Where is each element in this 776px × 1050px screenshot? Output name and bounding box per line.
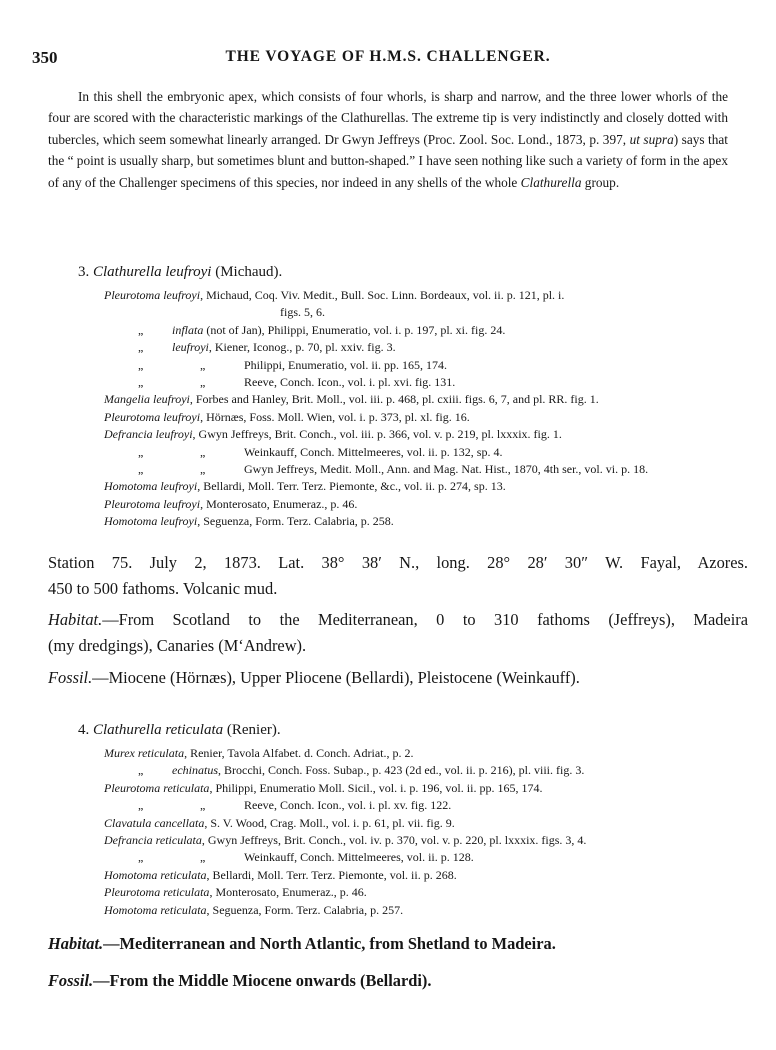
ditto-mark: „: [138, 763, 144, 778]
synonym-entry: [104, 409, 734, 426]
synonym-text: [104, 478, 506, 495]
ditto-mark: „: [200, 374, 206, 389]
synonym-text: [280, 304, 325, 321]
synonym-reference: figs. 5, 6.: [280, 305, 325, 320]
ditto-mark: „: [138, 322, 144, 337]
fossil-text: —From the Middle Miocene onwards (Bellardi).: [93, 971, 432, 990]
synonym-text: [172, 762, 584, 779]
ditto-mark: „: [138, 357, 144, 372]
synonym-reference: Weinkauff, Conch. Mittelmeeres, vol. ii. p. 128.: [244, 850, 474, 865]
synonym-name: Clavatula cancellata: [104, 815, 205, 830]
synonym-name: echinatus: [172, 763, 218, 778]
synonym-name: Pleurotoma leufroyi: [104, 409, 201, 424]
running-header: [0, 48, 776, 70]
synonym-entry: [104, 322, 734, 339]
synonym-name: Pleurotoma reticulata: [104, 780, 210, 795]
synonym-name: Homotoma leufroyi: [104, 479, 198, 494]
intro-italic-ut-supra: ut supra: [629, 131, 674, 147]
synonym-text: [104, 832, 586, 849]
synonym-reference: , Michaud, Coq. Viv. Medit., Bull. Soc. Linn. Bordeaux, vol. ii. p. 121, pl. i.: [200, 288, 565, 302]
fossil-label: Fossil.: [48, 668, 93, 687]
synonym-text: [104, 409, 470, 426]
synonym-entry: [104, 780, 734, 797]
synonym-reference: , Seguenza, Form. Terz. Calabria, p. 257.: [206, 902, 404, 917]
synonym-reference: Philippi, Enumeratio, vol. ii. pp. 165, 174.: [244, 357, 447, 372]
synonym-reference: , Monterosato, Enumeraz., p. 46.: [209, 885, 367, 900]
ditto-mark: „: [138, 461, 144, 476]
synonym-reference: , Philippi, Enumeratio Moll. Sicil., vol. i. p. 196, vol. ii. pp. 165, 174.: [209, 780, 543, 795]
synonym-entry: [104, 391, 734, 408]
synonym-text: [172, 339, 396, 356]
synonym-name: Defrancia reticulata: [104, 832, 202, 847]
synonym-name: Defrancia leufroyi: [104, 427, 193, 442]
synonym-text: [244, 849, 474, 866]
species-heading: [78, 722, 281, 739]
synonym-text: [104, 902, 403, 919]
ditto-mark: „: [200, 850, 206, 865]
synonym-name: Mangelia leufroyi: [104, 392, 190, 407]
fossil-label: Fossil.: [48, 971, 94, 990]
synonym-entry: [104, 762, 734, 779]
synonym-entry: [104, 815, 734, 832]
synonym-reference: , Gwyn Jeffreys, Brit. Conch., vol. iii. p. 366, vol. v. p. 219, pl. lxxxix. fig. 1.: [192, 427, 562, 442]
species-number: 4.: [78, 722, 90, 738]
synonym-entry: [104, 461, 734, 478]
synonym-name: Pleurotoma leufroyi: [104, 288, 201, 302]
synonym-entry: [104, 478, 734, 495]
synonym-text: [244, 461, 648, 478]
synonym-entry: [104, 304, 734, 321]
station-record: [48, 550, 748, 602]
synonym-entry: [104, 884, 734, 901]
synonym-entry: [104, 287, 734, 304]
station-line: 450 to 500 fathoms. Volcanic mud.: [48, 579, 278, 598]
synonym-reference: , S. V. Wood, Crag. Moll., vol. i. p. 61, pl. vii. fig. 9.: [204, 815, 455, 830]
synonymy-list: [104, 287, 734, 530]
intro-text-3: group.: [581, 174, 620, 190]
ditto-mark: „: [200, 444, 206, 459]
habitat-text: —Mediterranean and North Atlantic, from Shetland to Madeira.: [103, 934, 556, 953]
ditto-mark: „: [138, 850, 144, 865]
fossil-text: —Miocene (Hörnæs), Upper Pliocene (Bellardi), Pleistocene (Weinkauff).: [92, 668, 580, 687]
synonym-reference: , Hörnæs, Foss. Moll. Wien, vol. i. p. 373, pl. xl. fig. 16.: [200, 409, 470, 424]
synonym-reference: , Forbes and Hanley, Brit. Moll., vol. iii. p. 468, pl. cxiii. figs. 6, 7, and pl. RR. fig. 1.: [189, 392, 599, 407]
synonym-name: Pleurotoma leufroyi: [104, 496, 201, 511]
ditto-mark: „: [200, 461, 206, 476]
habitat-label: Habitat.: [48, 610, 103, 629]
species-heading: [78, 264, 282, 281]
synonym-text: [244, 357, 447, 374]
synonym-entry: [104, 745, 734, 762]
synonym-text: [244, 444, 502, 461]
species-author: (Michaud).: [215, 264, 283, 280]
species-name: Clathurella leufroyi: [93, 264, 212, 280]
habitat-text: (my dredgings), Canaries (M‘Andrew).: [48, 636, 307, 655]
ditto-mark: „: [138, 798, 144, 813]
synonym-reference: , Brocchi, Conch. Foss. Subap., p. 423 (2d ed., vol. ii. p. 216), pl. viii. fig. 3.: [218, 763, 585, 778]
synonym-reference: (not of Jan), Philippi, Enumeratio, vol. i. p. 197, pl. xi. fig. 24.: [203, 322, 506, 337]
synonym-reference: , Kiener, Iconog., p. 70, pl. xxiv. fig. 3.: [208, 340, 396, 355]
synonym-entry: [104, 496, 734, 513]
synonym-text: [104, 496, 357, 513]
fossil-paragraph: [48, 968, 748, 994]
synonym-reference: Gwyn Jeffreys, Medit. Moll., Ann. and Mag. Nat. Hist., 1870, 4th ser., vol. vi. p. 18.: [244, 461, 649, 476]
habitat-label: Habitat.: [48, 934, 104, 953]
synonym-entry: [104, 357, 734, 374]
synonym-text: [104, 867, 457, 884]
synonym-text: [104, 287, 564, 304]
intro-paragraph: [48, 86, 728, 193]
synonym-entry: [104, 374, 734, 391]
synonym-text: [104, 745, 414, 762]
synonym-name: Homotoma leufroyi: [104, 514, 198, 529]
synonym-text: [104, 513, 394, 530]
synonym-entry: [104, 444, 734, 461]
species-number: 3.: [78, 264, 90, 280]
synonym-entry: [104, 426, 734, 443]
synonymy-list: [104, 745, 734, 919]
synonym-name: Homotoma reticulata: [104, 867, 207, 882]
species-author: (Renier).: [226, 722, 281, 738]
page-number: 350: [32, 48, 58, 67]
synonym-reference: , Bellardi, Moll. Terr. Terz. Piemonte, vol. ii. p. 268.: [206, 867, 457, 882]
ditto-mark: „: [138, 444, 144, 459]
synonym-entry: [104, 339, 734, 356]
intro-italic-genus: Clathurella: [520, 174, 582, 190]
synonym-reference: , Gwyn Jeffreys, Brit. Conch., vol. iv. p. 370, vol. v. p. 220, pl. lxxxix. figs. 3, 4.: [201, 832, 587, 847]
synonym-entry: [104, 867, 734, 884]
synonym-reference: Reeve, Conch. Icon., vol. i. pl. xv. fig. 122.: [244, 798, 452, 813]
species-name: Clathurella reticulata: [93, 722, 224, 738]
habitat-paragraph: [48, 607, 748, 659]
synonym-reference: , Seguenza, Form. Terz. Calabria, p. 258.: [197, 514, 394, 529]
synonym-entry: [104, 849, 734, 866]
synonym-reference: , Monterosato, Enumeraz., p. 46.: [200, 496, 358, 511]
synonym-name: Pleurotoma reticulata: [104, 885, 210, 900]
synonym-reference: Weinkauff, Conch. Mittelmeeres, vol. ii. p. 132, sp. 4.: [244, 444, 503, 459]
synonym-text: [244, 797, 451, 814]
intro-text-1: In this shell the embryonic apex, which consists of four whorls, is sharp and narrow, and the three lower whorls of the four are scored with the characteristic markings of the Clathurellas. The extreme tip is very indistinctly and closely dotted with tubercles, which seem somewhat linearly arranged. Dr Gwyn Jeffreys (Proc. Zool. Soc. Lond., 1873, p. 397,: [48, 89, 728, 147]
ditto-mark: „: [200, 798, 206, 813]
intro-text-2: ) says that the “ point is usually sharp, but sometimes blunt and button-shaped.” I have seen nothing like such a variety of form in the apex of any of the Challenger specimens of this species, nor indeed in any shells of the whole: [48, 131, 729, 190]
synonym-entry: [104, 797, 734, 814]
synonym-text: [104, 391, 599, 408]
synonym-entry: [104, 513, 734, 530]
synonym-text: [172, 322, 505, 339]
synonym-name: Homotoma reticulata: [104, 902, 207, 917]
synonym-text: [104, 815, 455, 832]
synonym-name: Murex reticulata: [104, 746, 185, 760]
running-title: THE VOYAGE OF H.M.S. CHALLENGER.: [225, 48, 551, 65]
synonym-name: inflata: [172, 322, 204, 337]
synonym-text: [104, 884, 367, 901]
station-line: Station 75. July 2, 1873. Lat. 38° 38′ N., long. 28° 28′ 30″ W. Fayal, Azores.: [48, 553, 748, 572]
fossil-paragraph: [48, 665, 748, 691]
ditto-mark: „: [138, 340, 144, 355]
habitat-paragraph: [48, 931, 748, 957]
ditto-mark: „: [200, 357, 206, 372]
ditto-mark: „: [138, 374, 144, 389]
synonym-reference: , Bellardi, Moll. Terr. Terz. Piemonte, &c., vol. ii. p. 274, sp. 13.: [197, 479, 506, 494]
synonym-text: [104, 780, 542, 797]
synonym-entry: [104, 832, 734, 849]
synonym-entry: [104, 902, 734, 919]
habitat-text: —From Scotland to the Mediterranean, 0 to 310 fathoms (Jeffreys), Madeira: [102, 610, 748, 629]
synonym-reference: Reeve, Conch. Icon., vol. i. pl. xvi. fig. 131.: [244, 374, 456, 389]
synonym-text: [104, 426, 562, 443]
synonym-name: leufroyi: [172, 340, 209, 355]
synonym-text: [244, 374, 455, 391]
synonym-reference: , Renier, Tavola Alfabet. d. Conch. Adriat., p. 2.: [184, 746, 414, 760]
